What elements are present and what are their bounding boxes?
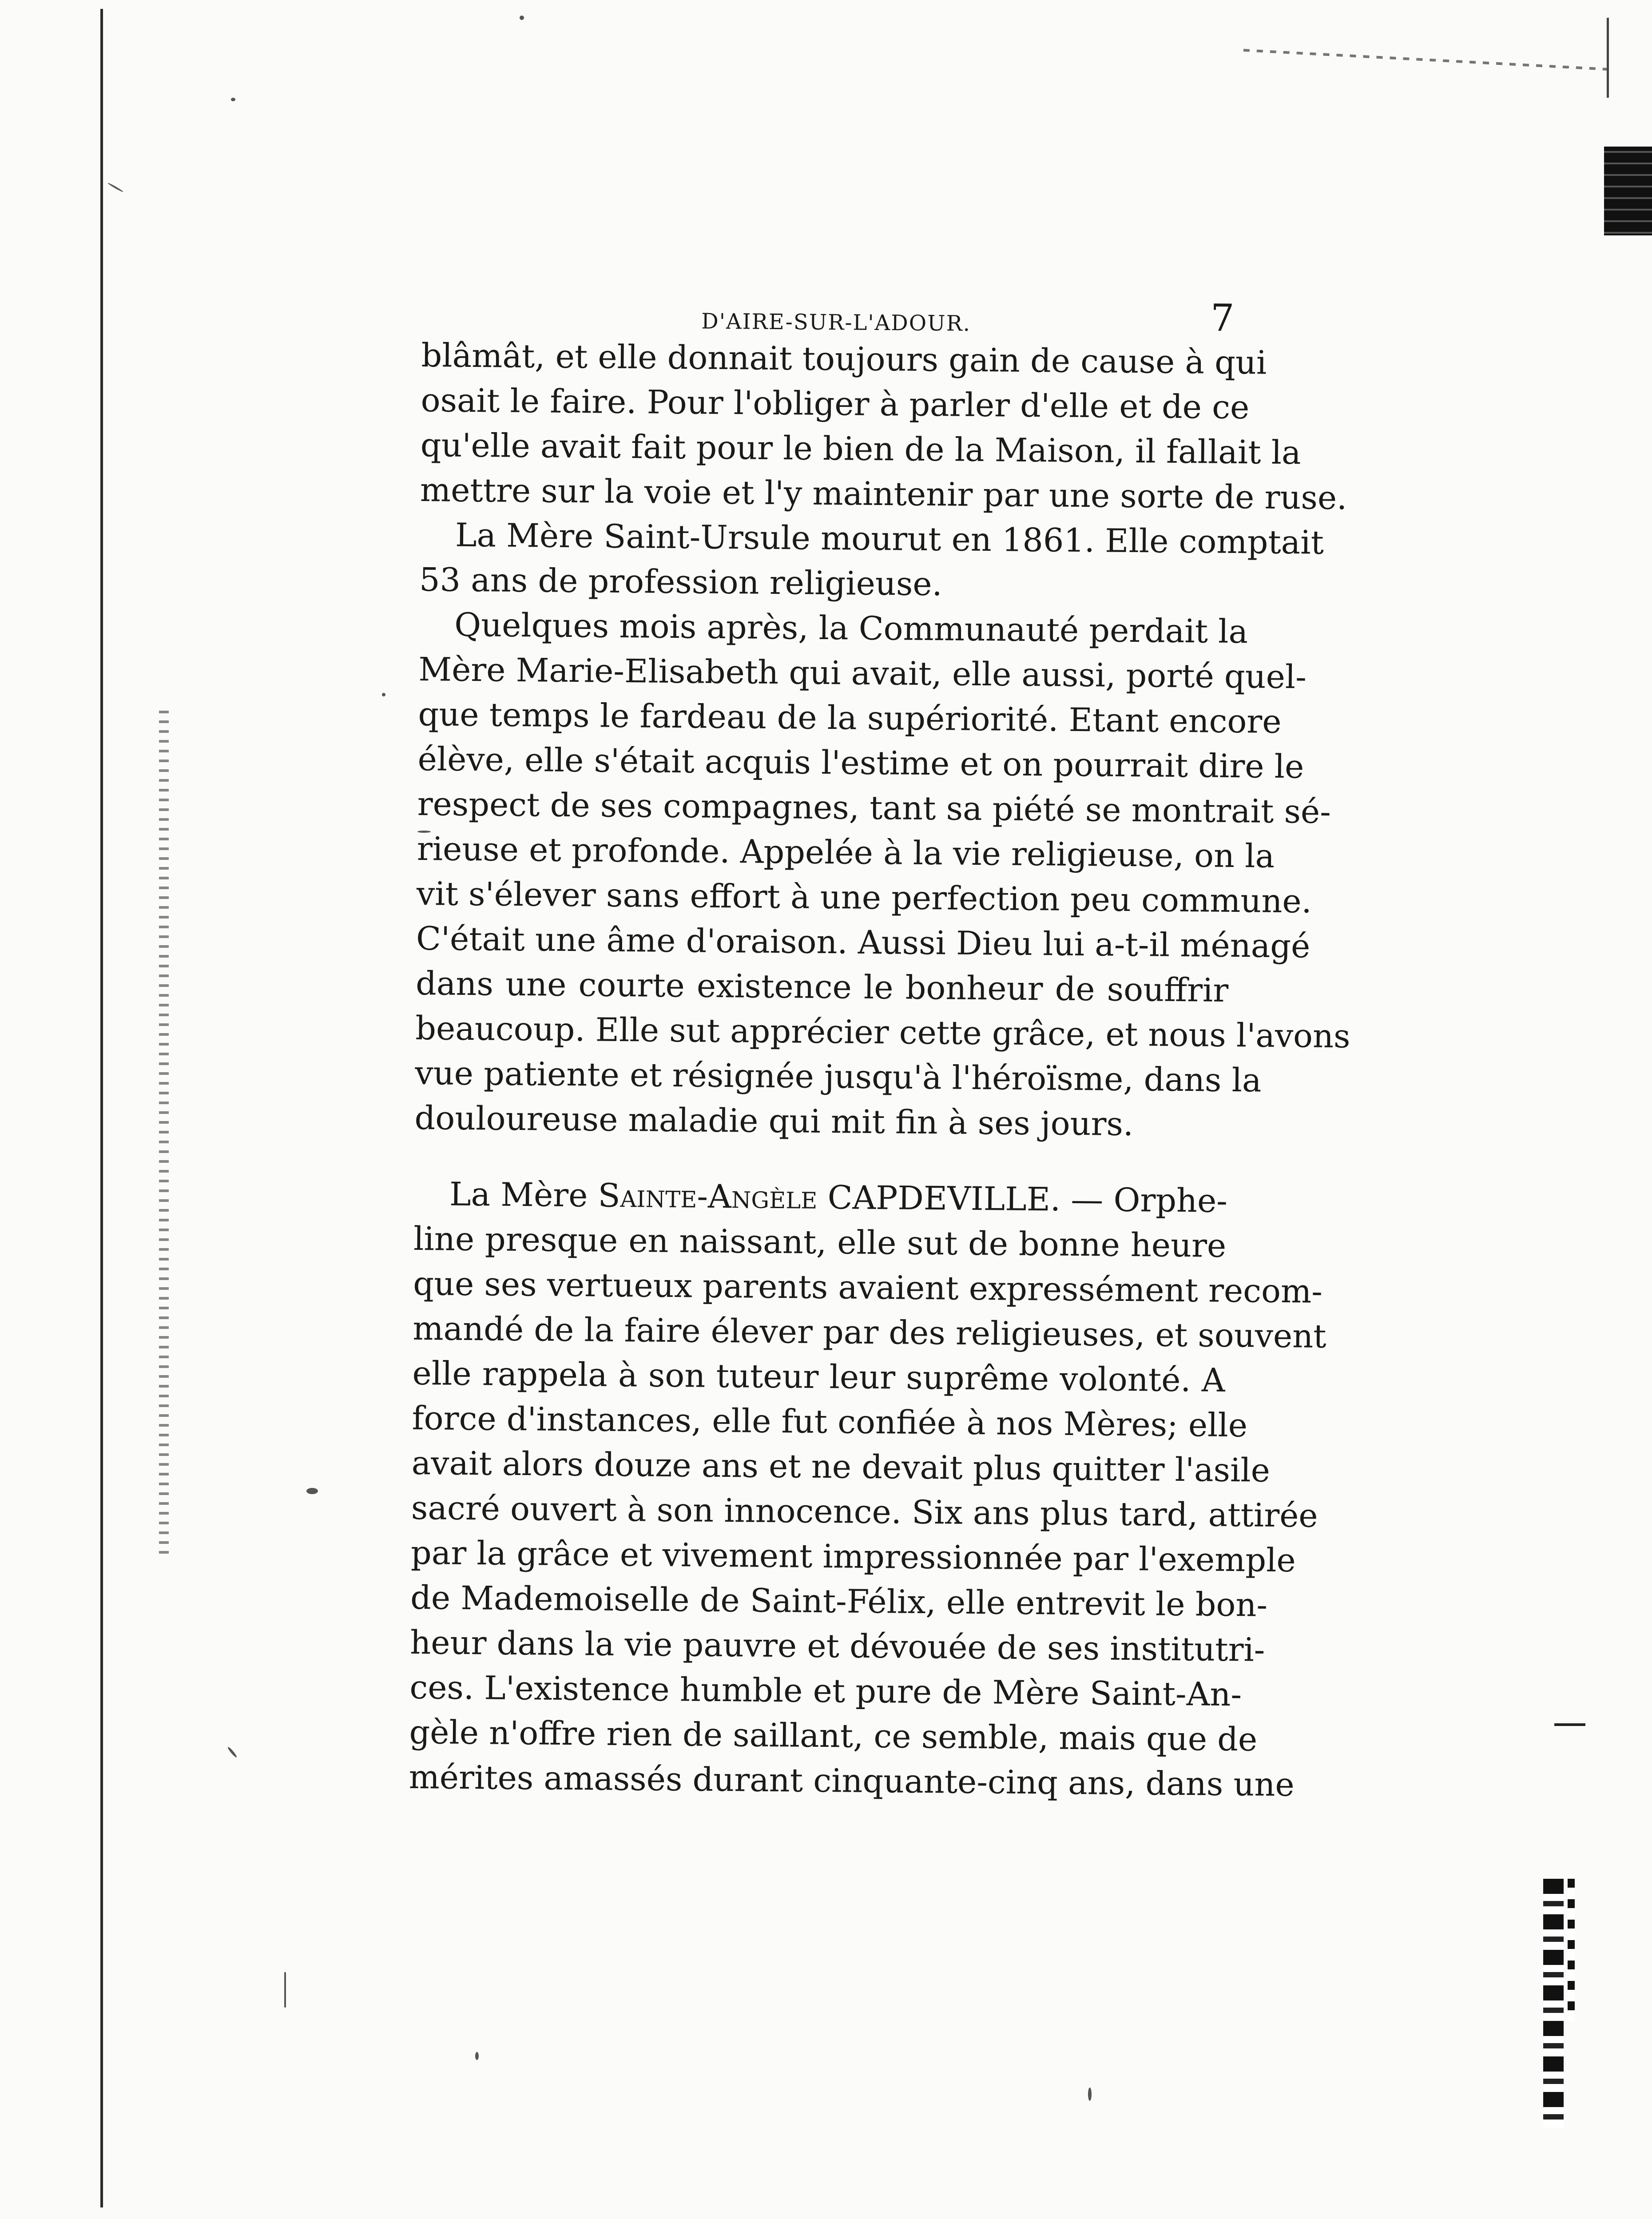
text-line: blâmât, et elle donnait toujours gain de cause à qui	[421, 336, 1267, 382]
text-line: que ses vertueux parents avaient expressément recom-	[413, 1265, 1323, 1311]
text-line: La Mère Saint-Ursule mourut en 1861. Elle comptait	[455, 516, 1324, 562]
text-block	[409, 284, 1350, 1807]
heading-surname: CAPDEVILLE.	[817, 1178, 1061, 1219]
text-line: vue patiente et résignée jusqu'à l'héroïsme, dans la	[415, 1054, 1262, 1100]
dust-speck	[284, 1972, 286, 2008]
dust-speck	[231, 98, 235, 101]
paragraph-3	[414, 602, 1350, 1148]
binding-edge-line	[100, 9, 103, 2207]
text-line: par la grâce et vivement impressionnée par l'exemple	[410, 1534, 1296, 1580]
text-line: ces. L'existence humble et pure de Mère Saint-An-	[409, 1668, 1242, 1714]
text-line: dans une courte existence le bonheur de souffrir	[415, 964, 1229, 1010]
section-capdeville	[409, 1172, 1326, 1807]
text-line: avait alors douze ans et ne devait plus quitter l'asile	[411, 1444, 1271, 1490]
text-line: mandé de la faire élever par des religieuses, et souvent	[413, 1309, 1326, 1356]
scanner-edge-marks	[1543, 1879, 1564, 2128]
dust-speck	[520, 16, 524, 20]
text-line: de Mademoiselle de Saint-Félix, elle entrevit le bon-	[410, 1579, 1268, 1624]
text-line: respect de ses compagnes, tant sa piété se montrait sé-	[417, 785, 1331, 831]
text-line: qu'elle avait fait pour le bien de la Maison, il fallait la	[420, 426, 1301, 472]
dust-speck	[1088, 2088, 1092, 2101]
section-heading-line	[414, 1172, 1227, 1224]
dust-speck	[475, 2052, 479, 2060]
top-edge-artifact	[1243, 49, 1607, 71]
text-line: gèle n'offre rien de saillant, ce semble, mais que de	[409, 1713, 1258, 1759]
text-line: sacré ouvert à son innocence. Six ans plus tard, attirée	[411, 1489, 1318, 1535]
dust-speck	[306, 1488, 318, 1494]
paragraph-1	[420, 333, 1347, 520]
text-line: C'était une âme d'oraison. Aussi Dieu lui a-t-il ménagé	[416, 919, 1310, 966]
text-line: vit s'élever sans effort à une perfection peu commune.	[416, 875, 1312, 921]
text-line: mettre sur la voie et l'y maintenir par une sorte de ruse.	[420, 471, 1347, 517]
text-line: force d'instances, elle fut confiée à nos Mères; elle	[412, 1399, 1248, 1445]
paragraph-2	[419, 513, 1324, 609]
text-line: élève, elle s'était acquis l'estime et on pourrait dire le	[417, 740, 1304, 786]
text-line: 53 ans de profession religieuse.	[419, 561, 943, 604]
text-line: mérites amassés durant cinquante-cinq ans, dans une	[409, 1758, 1295, 1804]
page-number: 7	[1210, 296, 1235, 340]
running-head-title: D'AIRE-SUR-L'ADOUR.	[701, 309, 971, 336]
dust-speck	[227, 1746, 238, 1758]
margin-dash-mark	[1554, 1723, 1585, 1726]
text-line: osait le faire. Pour l'obliger à parler d'elle et de ce	[421, 381, 1250, 427]
scanner-edge-block	[1604, 147, 1652, 235]
text-line: line presque en naissant, elle sut de bonne heure	[413, 1220, 1227, 1265]
text-line: Quelques mois après, la Communauté perdait la	[454, 606, 1248, 651]
running-head	[421, 284, 1235, 340]
right-edge-line	[1607, 18, 1609, 98]
spine-shadow-specks	[159, 711, 169, 1555]
text-line: rieuse et profonde. Appelée à la vie religieuse, on la	[417, 830, 1275, 875]
text-line: que temps le fardeau de la supériorité. Etant encore	[418, 695, 1282, 741]
dust-speck	[382, 693, 385, 696]
text-line: beaucoup. Elle sut apprécier cette grâce, et nous l'avons	[415, 1009, 1350, 1056]
heading-name: Sainte-Angèle	[598, 1177, 818, 1217]
heading-prefix: La Mère	[449, 1175, 598, 1215]
text-line: douloureuse maladie qui mit fin à ses jours.	[414, 1099, 1134, 1144]
scanner-edge-marks-secondary	[1568, 1879, 1575, 2021]
text-line: heur dans la vie pauvre et dévouée de ses institutri-	[409, 1623, 1265, 1669]
dust-speck	[107, 182, 124, 192]
text-line: Mère Marie-Elisabeth qui avait, elle aussi, porté quel-	[418, 650, 1307, 696]
heading-rest: — Orphe-	[1060, 1181, 1228, 1220]
text-line: elle rappela à son tuteur leur suprême volonté. A	[412, 1354, 1225, 1400]
